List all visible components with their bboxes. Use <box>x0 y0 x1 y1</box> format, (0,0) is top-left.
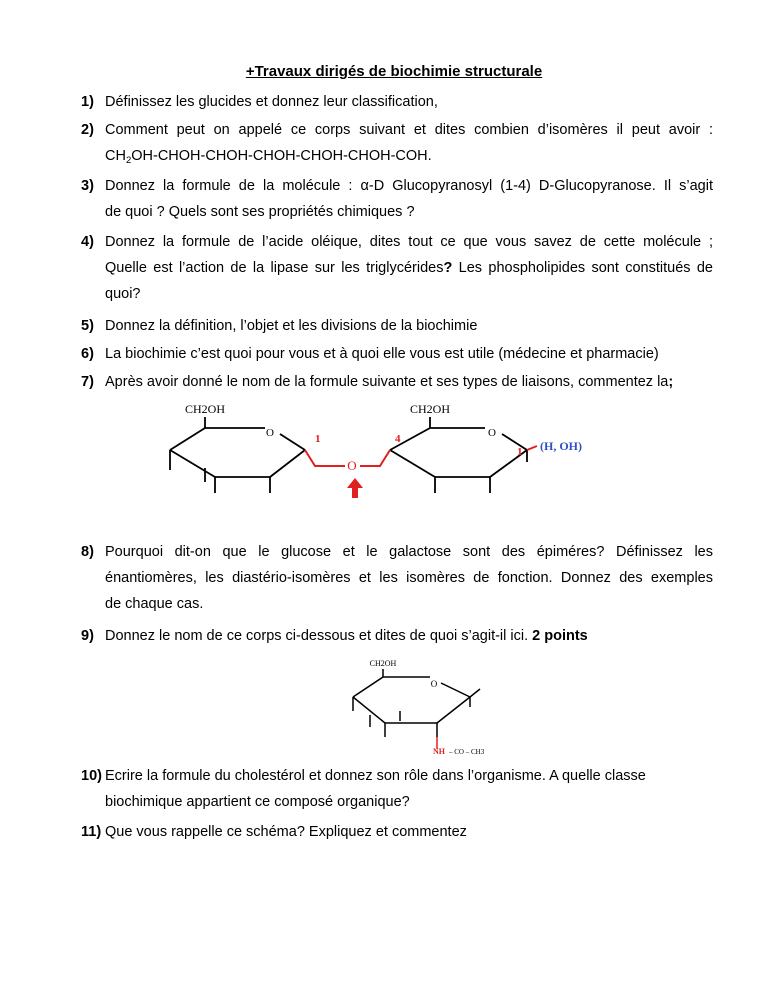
question-text: Comment peut on appelé ce corps suivant et dites combien d’isomères il peut avoir : <box>105 122 713 138</box>
ch2oh-label: CH2OH <box>369 659 397 668</box>
acetyl-label: – CO – CH3 <box>449 748 485 755</box>
question-9 <box>81 623 713 649</box>
question-text: Ecrire la formule du cholestérol et donnez son rôle dans l’organisme. A quelle classe <box>105 768 646 784</box>
question-text: Quelle est l’action de la lipase sur les triglycérides? Les phospholipides sont constitués de <box>105 260 713 276</box>
question-text: La biochimie c’est quoi pour vous et à quoi elle vous est utile (médecine et pharmacie) <box>105 346 659 362</box>
question-text: Pourquoi dit-on que le glucose et le galactose sont des épiméres? Définissez les <box>105 544 713 560</box>
question-formula: $CH_2OH-CHOH-CHOH-CHOH-CHOH-CHOH$-COH. <box>105 148 432 166</box>
carbon-1-label: 1 <box>315 433 321 445</box>
question-6 <box>81 341 713 367</box>
question-11 <box>81 819 713 845</box>
question-7 <box>81 369 713 395</box>
question-1 <box>81 89 713 115</box>
ring-oxygen-label: O <box>430 679 438 689</box>
amine-label: NH <box>433 747 445 755</box>
ch2oh-label: CH2OH <box>409 402 451 416</box>
anomeric-hoh-label: (H, OH) <box>540 439 582 453</box>
question-3 <box>81 173 713 225</box>
amino-sugar-structure-figure <box>345 655 515 755</box>
question-text: Donnez la définition, l’objet et les divisions de la biochimie <box>105 318 478 334</box>
carbon-4-label: 4 <box>395 433 401 445</box>
question-number: 6) <box>81 346 94 362</box>
question-4 <box>81 229 713 307</box>
question-text: Donnez la formule de la molécule : α-D Glucopyranosyl (1-4) D-Glucopyranose. Il s’agit <box>105 178 713 194</box>
question-text: de chaque cas. <box>105 596 204 612</box>
ch2oh-label: CH2OH <box>184 402 226 416</box>
question-2 <box>81 117 713 174</box>
page-title: +Travaux dirigés de biochimie structurale <box>245 63 543 80</box>
carbon-1-label: 1 <box>517 446 523 458</box>
question-text: Définissez les glucides et donnez leur classification, <box>105 94 438 110</box>
question-number: 5) <box>81 318 94 334</box>
question-number: 11) <box>81 824 102 840</box>
question-text: biochimique appartient ce composé organique? <box>105 794 410 810</box>
question-number: 3) <box>81 178 94 194</box>
question-number: 1) <box>81 94 94 110</box>
glycosidic-bond-arrow-icon <box>347 478 363 498</box>
question-text: de quoi ? Quels sont ses propriétés chimiques ? <box>105 204 415 220</box>
question-text: quoi? <box>105 286 141 302</box>
question-5 <box>81 313 713 339</box>
question-number: 8) <box>81 544 94 560</box>
question-number: 10) <box>81 768 102 784</box>
disaccharide-structure-figure <box>165 400 615 500</box>
ring-oxygen-label: O <box>488 427 496 439</box>
question-number: 9) <box>81 628 94 644</box>
question-text: Que vous rappelle ce schéma? Expliquez et commentez <box>105 824 467 840</box>
question-number: 4) <box>81 234 94 250</box>
question-number: 2) <box>81 122 94 138</box>
question-text: Donnez la formule de l’acide oléique, dites tout ce que vous savez de cette molécule ; <box>105 234 713 250</box>
glycosidic-oxygen-label: O <box>347 458 357 473</box>
question-text: énantiomères, les diastério-isomères et les isomères de fonction. Donnez des exemples <box>105 570 713 586</box>
question-10 <box>81 763 713 815</box>
ring-oxygen-label: O <box>266 427 274 439</box>
question-8 <box>81 539 713 617</box>
question-text: Donnez le nom de ce corps ci-dessous et dites de quoi s’agit-il ici. 2 points <box>105 628 588 644</box>
question-text: Après avoir donné le nom de la formule suivante et ses types de liaisons, commentez la; <box>105 374 674 390</box>
question-number: 7) <box>81 374 94 390</box>
